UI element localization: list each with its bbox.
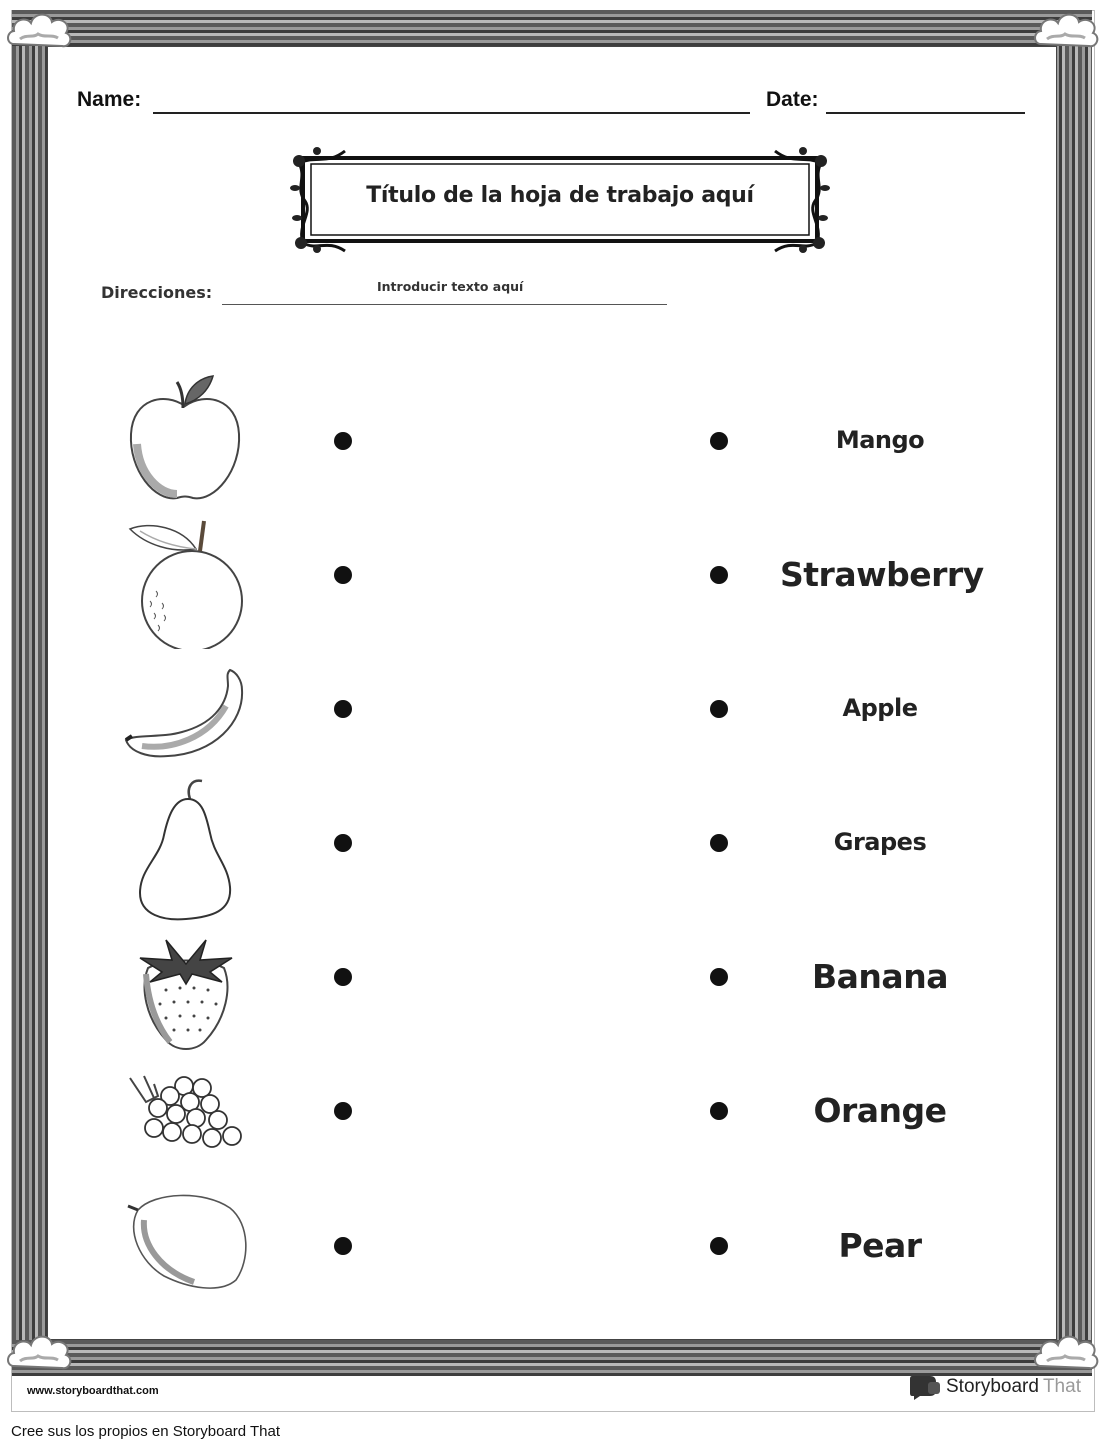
orange-icon (126, 519, 246, 649)
left-match-dot[interactable] (334, 566, 352, 584)
grapes-icon (126, 1072, 246, 1152)
left-match-dot[interactable] (334, 700, 352, 718)
date-write-line[interactable] (826, 112, 1025, 114)
match-word[interactable]: Grapes (833, 828, 927, 857)
border-top (12, 10, 1092, 46)
directions-line (222, 304, 667, 305)
match-word[interactable]: Banana (812, 956, 948, 996)
speech-bubble-icon (908, 1374, 942, 1400)
right-match-dot[interactable] (710, 1102, 728, 1120)
left-match-dot[interactable] (334, 834, 352, 852)
cloud-corner-icon (1031, 4, 1101, 56)
right-match-dot[interactable] (710, 432, 728, 450)
title-box (287, 143, 833, 256)
mango-icon (124, 1190, 250, 1290)
left-match-dot[interactable] (334, 1237, 352, 1255)
pear-icon (134, 777, 238, 923)
brand-storyboard: Storyboard (946, 1376, 1039, 1397)
match-word[interactable]: Orange (813, 1090, 947, 1130)
cloud-corner-icon (4, 4, 74, 56)
match-word[interactable]: Apple (842, 694, 918, 723)
credit-text[interactable]: Cree sus los propios en Storyboard That (11, 1423, 281, 1440)
right-match-dot[interactable] (710, 834, 728, 852)
border-bottom (12, 1340, 1092, 1376)
right-match-dot[interactable] (710, 566, 728, 584)
left-match-dot[interactable] (334, 432, 352, 450)
banana-icon (122, 666, 248, 762)
date-label: Date: (766, 88, 819, 111)
apple-icon (125, 374, 245, 504)
storyboardthat-logo[interactable] (908, 1374, 1081, 1400)
right-match-dot[interactable] (710, 968, 728, 986)
right-match-dot[interactable] (710, 700, 728, 718)
left-match-dot[interactable] (334, 1102, 352, 1120)
match-word[interactable]: Pear (838, 1225, 922, 1265)
name-write-line[interactable] (153, 112, 750, 114)
name-label: Name: (77, 88, 142, 111)
footer-url[interactable]: www.storyboardthat.com (27, 1385, 159, 1397)
directions-text[interactable]: Introducir texto aquí (377, 279, 524, 294)
match-word[interactable]: Mango (835, 426, 925, 455)
brand-that: That (1042, 1376, 1081, 1397)
cloud-corner-icon (4, 1326, 74, 1378)
left-match-dot[interactable] (334, 968, 352, 986)
cloud-corner-icon (1031, 1326, 1101, 1378)
strawberry-icon (136, 938, 236, 1058)
match-word[interactable]: Strawberry (780, 554, 984, 594)
directions-label: Direcciones: (101, 283, 213, 302)
right-match-dot[interactable] (710, 1237, 728, 1255)
worksheet-title[interactable]: Título de la hoja de trabajo aquí (366, 183, 754, 208)
